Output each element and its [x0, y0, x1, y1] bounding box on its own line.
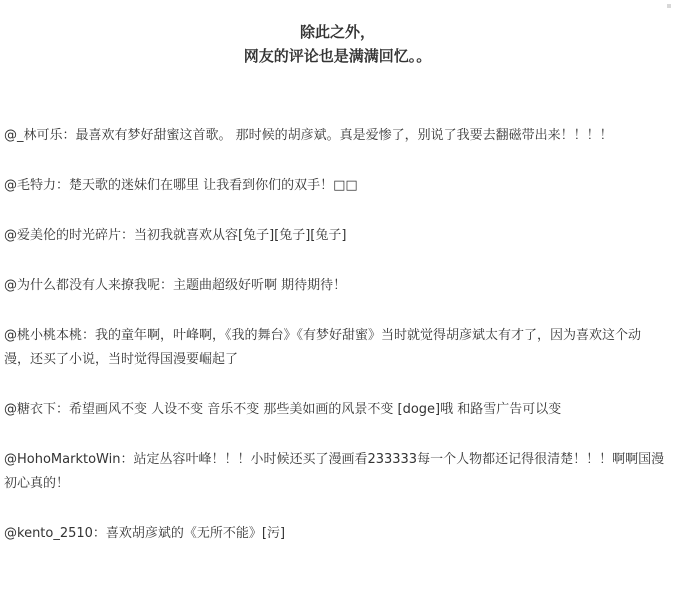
heading-line-1: 除此之外， [299, 23, 375, 41]
comment-item: @桃小桃本桃：我的童年啊，叶峰啊，《我的舞台》《有梦好甜蜜》当时就觉得胡彦斌太有才了，因为喜欢这个动漫，还买了小说，当时觉得国漫要崛起了 [4, 328, 642, 367]
comment-item: @毛特力：楚天歌的迷妹们在哪里 让我看到你们的双手！□□ [4, 178, 358, 193]
heading-line-2: 网友的评论也是满满回忆。。 [243, 47, 432, 65]
comment-item: @HohoMarktoWin：站定丛容叶峰！！！小时候还买了漫画看233333每一个人物都还记得很清楚！！！啊啊国漫初心真的！ [4, 452, 665, 491]
article-heading [0, 20, 675, 68]
comment-item: @为什么都没有人来撩我呢：主题曲超级好听啊 期待期待！ [4, 278, 347, 293]
comment-item: @糖衣下：希望画风不变 人设不变 音乐不变 那些美如画的风景不变 [doge]哦 和路雪广告可以变 [4, 402, 562, 417]
comment-list [4, 124, 666, 546]
comment-item: @爱美伦的时光碎片：当初我就喜欢从容[兔子][兔子][兔子] [4, 228, 347, 243]
comment-item: @_林可乐：最喜欢有梦好甜蜜这首歌。 那时候的胡彦斌。真是爱惨了，别说了我要去翻磁带出来！！！！ [4, 128, 613, 143]
corner-marker [667, 4, 671, 8]
comment-item: @kento_2510：喜欢胡彦斌的《无所不能》[污] [4, 526, 286, 541]
